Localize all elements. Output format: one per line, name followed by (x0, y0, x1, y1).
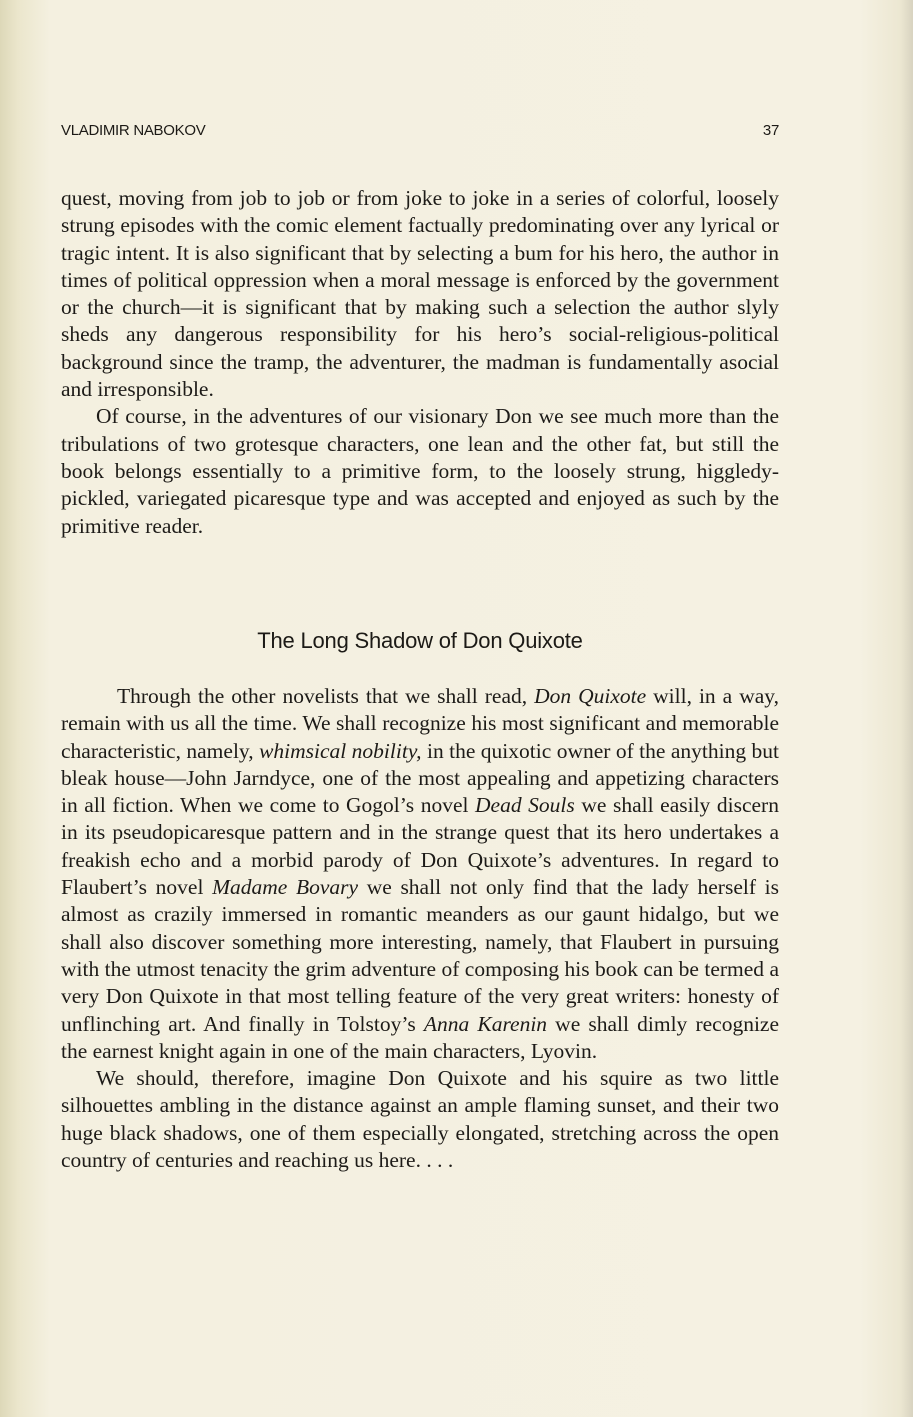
section-heading: The Long Shadow of Don Quixote (257, 628, 583, 653)
title-dead-souls: Dead Souls (475, 793, 575, 818)
title-don-quixote: Don Quixote (534, 684, 647, 708)
paragraph-continued: quest, moving from job to job or from joke to joke in a series of colorful, loosely strung episodes with the comic element factually predominating over any lyrical or tragic intent. It is also significant that by selecting a bum for his hero, the author in times of political oppression when a moral message is enforced by the government or the church—it is significant that by making such a selection the author slyly sheds any dangerous responsibility for his hero’s social-religious-political background since the tramp, the adventurer, the madman is fundamentally asocial and irresponsible. (61, 186, 779, 402)
paragraph-of-course: Of course, in the adventures of our visionary Don we see much more than the tribulations of two grotesque characters, one lean and the other fat, but still the book belongs essentially to a primitive form, to the loosely strung, higgledy-pickled, variegated picaresque type and was accepted and enjoyed as such by the primitive reader. (61, 404, 779, 538)
section-1-text (61, 185, 779, 540)
text-run: in the quixotic owner of the anything but bleak house—John Jarndyce, one of the most appealing and appetizing characters in all fiction. When we come to Gogol’s novel (61, 738, 779, 818)
section-2-text (61, 683, 779, 1174)
phrase-whimsical-nobility: whimsical nobility, (259, 738, 422, 763)
running-head (61, 122, 779, 142)
title-madame-bovary: Madame Bovary (212, 875, 359, 900)
running-head-author: VLADIMIR NABOKOV (61, 122, 206, 139)
text-run: we shall easily discern in its pseudopicaresque pattern and in the strange quest that its hero undertakes a freakish echo and a morbid parody of Don Quixote’s adventures. In regard to Flaubert’s novel (61, 793, 779, 900)
text-run: will, in a way, remain with us all the time. We shall recognize his most significant and memorable characteristic, namely, (61, 684, 779, 763)
text-run: we shall not only find that the lady herself is almost as crazily immersed in romantic meanders as our gaunt hidalgo, but we shall also discover something more interesting, namely, that Flaubert in pursuing with the utmost tenacity the grim adventure of composing his book can be termed a very Don Quixote in that most telling feature of the very great writers: honesty of unflinching art. And finally in Tolstoy’s (61, 875, 779, 1036)
page-number: 37 (762, 122, 779, 139)
text-run: Through the other novelists that we shall read, (117, 684, 535, 708)
text-run: we shall dimly recognize the earnest knight again in one of the main characters, Lyovin. (61, 1011, 779, 1063)
paragraph-through-the-other (61, 683, 779, 1065)
title-anna-karenin: Anna Karenin (423, 1011, 548, 1036)
paragraph-we-should: We should, therefore, imagine Don Quixote and his squire as two little silhouettes ambling in the distance against an ample flaming sunset, and their two huge black shadows, one of them especially elongated, stretching across the open country of centuries and reaching us here. . . . (61, 1066, 779, 1173)
